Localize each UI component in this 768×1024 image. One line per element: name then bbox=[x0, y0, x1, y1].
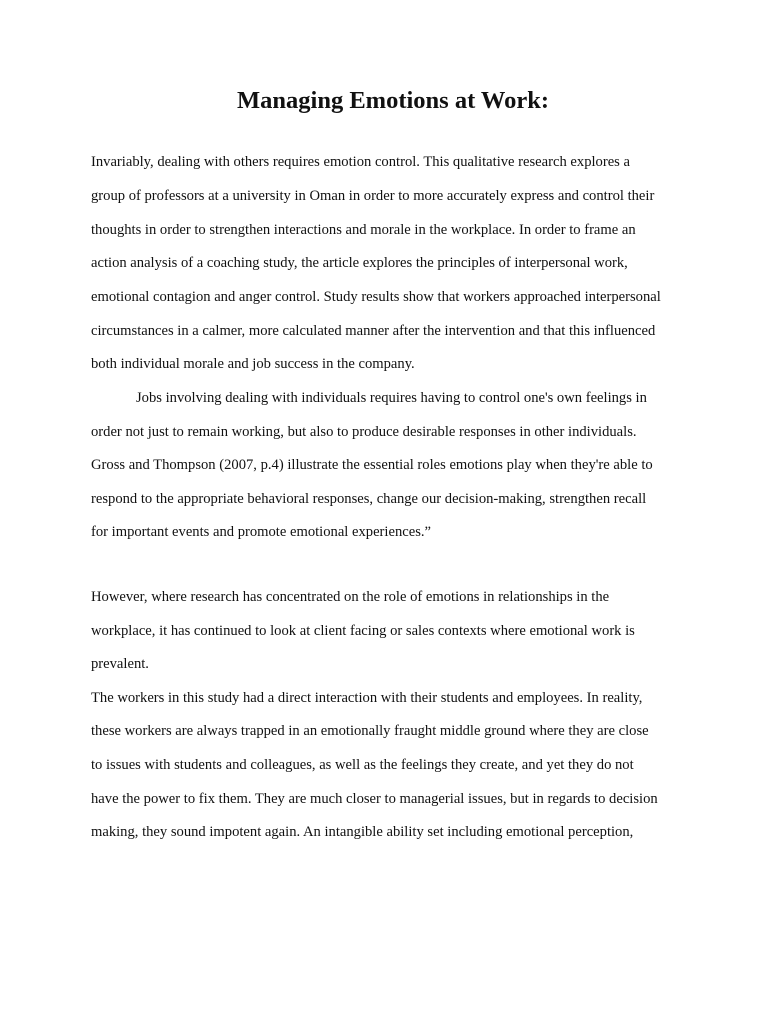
text-line: thoughts in order to strengthen interactions and morale in the workplace. In order to frame an bbox=[91, 222, 636, 238]
text-line: both individual morale and job success in the company. bbox=[91, 356, 415, 372]
text-line: The workers in this study had a direct interaction with their students and employees. In reality, bbox=[91, 690, 643, 706]
text-line: making, they sound impotent again. An intangible ability set including emotional perception, bbox=[91, 824, 634, 840]
text-line: Gross and Thompson (2007, p.4) illustrate the essential roles emotions play when they're able to bbox=[91, 457, 653, 473]
text-line: group of professors at a university in Oman in order to more accurately express and control their bbox=[91, 188, 655, 204]
text-line: workplace, it has continued to look at client facing or sales contexts where emotional work is bbox=[91, 623, 635, 639]
text-line: Invariably, dealing with others requires emotion control. This qualitative research explores a bbox=[91, 154, 630, 170]
text-line: However, where research has concentrated on the role of emotions in relationships in the bbox=[91, 589, 610, 605]
text-line: these workers are always trapped in an emotionally fraught middle ground where they are close bbox=[91, 723, 649, 739]
text-line: Jobs involving dealing with individuals requires having to control one's own feelings in bbox=[136, 390, 647, 406]
text-line: to issues with students and colleagues, as well as the feelings they create, and yet they do not bbox=[91, 757, 634, 773]
text-line: order not just to remain working, but also to produce desirable responses in other individuals. bbox=[91, 424, 637, 440]
text-line: action analysis of a coaching study, the article explores the principles of interpersonal work, bbox=[91, 255, 628, 271]
text-line: for important events and promote emotional experiences.” bbox=[91, 524, 431, 540]
document-title: Managing Emotions at Work: bbox=[237, 87, 549, 114]
text-line: circumstances in a calmer, more calculated manner after the intervention and that this influenced bbox=[91, 323, 656, 339]
text-line: respond to the appropriate behavioral responses, change our decision-making, strengthen recall bbox=[91, 491, 647, 507]
text-line: emotional contagion and anger control. Study results show that workers approached interpersonal bbox=[91, 289, 661, 305]
text-line: prevalent. bbox=[91, 656, 149, 672]
text-line: have the power to fix them. They are much closer to managerial issues, but in regards to decision bbox=[91, 791, 658, 807]
